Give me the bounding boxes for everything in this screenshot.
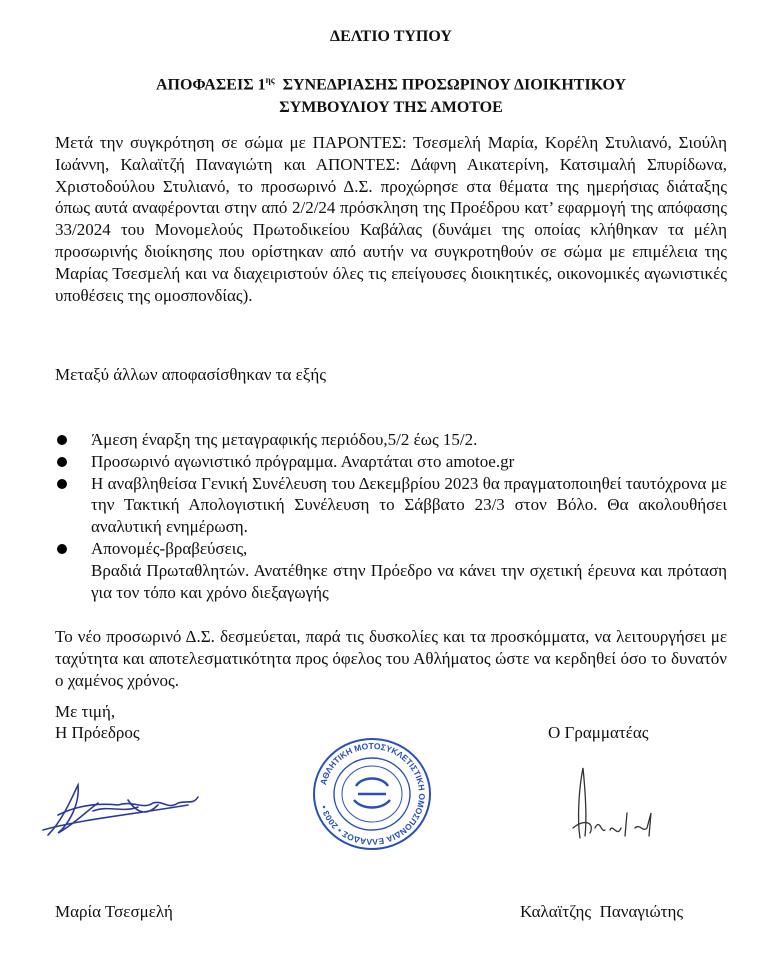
list-item bbox=[55, 538, 727, 603]
list-item-line: Απονομές-βραβεύσεις, bbox=[91, 538, 248, 558]
president-signature bbox=[38, 775, 208, 845]
intro-paragraph: Μετά την συγκρότηση σε σώμα με ΠΑΡΟΝΤΕΣ: Τσεσμελή Μαρία, Κορέλη Στυλιανό, Σιούλη Ιωάννη, Καλαϊτζή Παναγιώτη και ΑΠΟΝΤΕΣ: Δάφνη Αικατερίνη, Κατσιμαλή Σπυρίδωνα, Χριστοδούλου Στυλιανό, το προσωρινό Δ.Σ. προχώρησε στα θέματα της ημερήσιας διάταξης όπως αυτά αναφέρονται στην από 2/2/24 πρόσκληση της Προέδρου κατ’ εφαρμογή της απόφασης 33/2024 του Μονομελούς Πρωτοδικείου Καβάλας (δυνάμει της οποίας κλήθηκαν τα μέλη προσωρινής διοίκησης που ορίστηκαν από αυτήν να συγκροτηθούν σε σώμα με επιμέλεια της Μαρίας Τσεσμελή και να διαχειριστούν όλες τις επείγουσες διοικητικές, οικονομικές αγωνιστικές υποθέσεις της ομοσπονδίας). bbox=[55, 133, 727, 305]
svg-text:ΑΘΛΗΤΙΚΗ ΜΟΤΟΣΥΚΛΕΤΙΣΤΙΚΗ ΟΜΟΣ: ΑΘΛΗΤΙΚΗ ΜΟΤΟΣΥΚΛΕΤΙΣΤΙΚΗ ΟΜΟΣΠΟΝΔΙΑ ΕΛΛΑΔΟΣ • 2003 • bbox=[318, 740, 428, 848]
secretary-name: Καλαϊτζης Παναγιώτης bbox=[520, 902, 684, 921]
subtitle-text: ΣΥΝΕΔΡΙΑΣΗΣ ΠΡΟΣΩΡΙΝΟΥ ΔΙΟΙΚΗΤΙΚΟΥ bbox=[274, 76, 627, 94]
decisions-list bbox=[55, 429, 727, 603]
greeting: Με τιμή, bbox=[55, 702, 116, 721]
list-item: Προσωρινό αγωνιστικό πρόγραμμα. Αναρτάται στο amotoe.gr bbox=[55, 451, 727, 473]
document-subtitle bbox=[0, 69, 782, 119]
list-item: Άμεση έναρξη της μεταγραφικής περιόδου,5/2 έως 15/2. bbox=[55, 429, 727, 451]
president-name: Μαρία Τσεσμελή bbox=[55, 902, 173, 921]
document-title: ΔΕΛΤΙΟ ΤΥΠΟΥ bbox=[330, 28, 452, 45]
president-role: Η Πρόεδρος bbox=[55, 723, 140, 742]
list-item-line: Βραδιά Πρωταθλητών. Ανατέθηκε στην Πρόεδρο να κάνει την σχετική έρευνα και πρόταση για τον τόπο και χρόνο διεξαγωγής bbox=[91, 560, 727, 602]
subtitle-line2: ΣΥΜΒΟΥΛΙΟΥ ΤΗΣ ΑΜΟΤΟΕ bbox=[279, 99, 503, 117]
secretary-role: Ο Γραμματέας bbox=[548, 723, 649, 742]
federation-stamp bbox=[310, 736, 434, 852]
decisions-intro: Μεταξύ άλλων αποφασίσθηκαν τα εξής bbox=[55, 365, 326, 384]
subtitle-text: ΑΠΟΦΑΣΕΙΣ 1 bbox=[155, 76, 266, 94]
subtitle-superscript: ης bbox=[265, 75, 275, 85]
closing-paragraph: Το νέο προσωρινό Δ.Σ. δεσμεύεται, παρά τις δυσκολίες και τα προσκόμματα, να λειτουργήσει με ταχύτητα και αποτελεσματικότητα προς όφελος του Αθλήματος ώστε να κερδηθεί όσο το δυνατόν ο χαμένος χρόνος. bbox=[55, 627, 727, 690]
secretary-signature bbox=[565, 758, 665, 848]
list-item: Η αναβληθείσα Γενική Συνέλευση του Δεκεμβρίου 2023 θα πραγματοποιηθεί ταυτόχρονα με την Τακτική Απολογιστική Συνέλευση το Σάββατο 23/3 στον Βόλο. Θα ακολουθήσει αναλυτική ενημέρωση. bbox=[55, 473, 727, 538]
